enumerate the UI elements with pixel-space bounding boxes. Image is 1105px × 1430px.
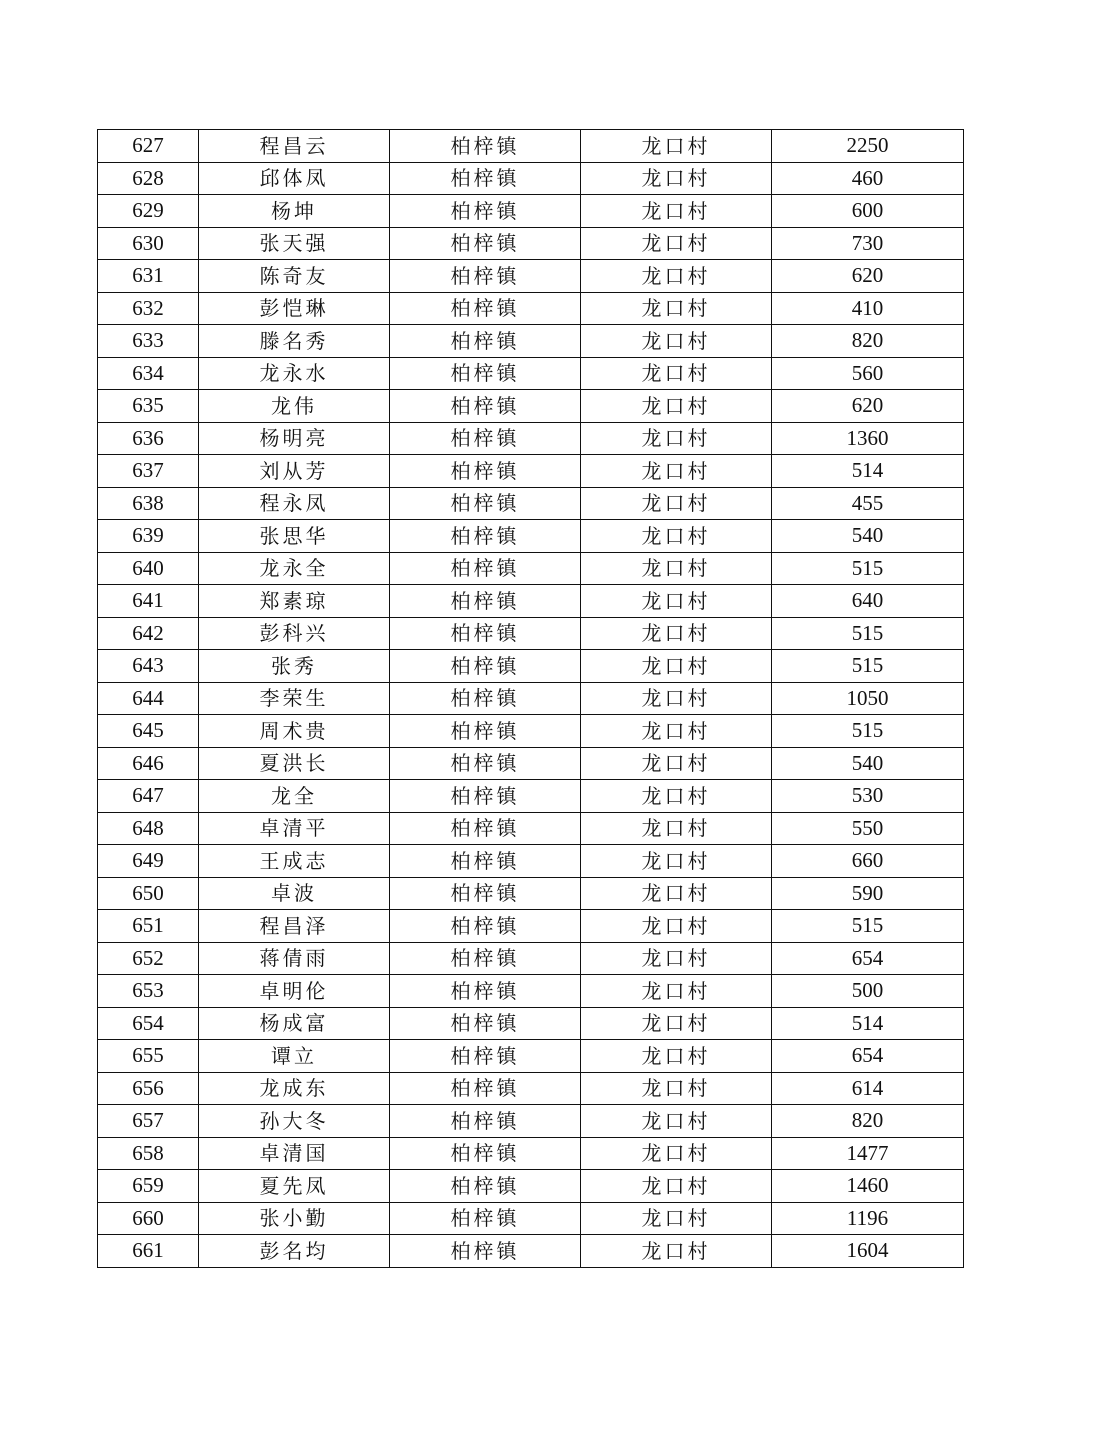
amount-cell: 515 [772, 617, 964, 650]
town-cell: 柏梓镇 [390, 552, 581, 585]
name-cell: 龙伟 [199, 390, 390, 423]
town-cell: 柏梓镇 [390, 1202, 581, 1235]
village-cell: 龙口村 [581, 1202, 772, 1235]
name-cell: 杨明亮 [199, 422, 390, 455]
table-row [98, 585, 964, 618]
name-cell: 卓清平 [199, 812, 390, 845]
town-cell: 柏梓镇 [390, 1007, 581, 1040]
name-cell: 张思华 [199, 520, 390, 553]
name-cell: 刘从芳 [199, 455, 390, 488]
town-cell: 柏梓镇 [390, 747, 581, 780]
village-cell: 龙口村 [581, 292, 772, 325]
town-cell: 柏梓镇 [390, 877, 581, 910]
name-cell: 张小勤 [199, 1202, 390, 1235]
table-row [98, 162, 964, 195]
serial-number-cell: 628 [98, 162, 199, 195]
town-cell: 柏梓镇 [390, 715, 581, 748]
table-row [98, 422, 964, 455]
village-cell: 龙口村 [581, 1105, 772, 1138]
town-cell: 柏梓镇 [390, 130, 581, 163]
table-row [98, 617, 964, 650]
amount-cell: 515 [772, 715, 964, 748]
amount-cell: 514 [772, 455, 964, 488]
table-row [98, 130, 964, 163]
name-cell: 夏先凤 [199, 1170, 390, 1203]
town-cell: 柏梓镇 [390, 910, 581, 943]
serial-number-cell: 660 [98, 1202, 199, 1235]
town-cell: 柏梓镇 [390, 260, 581, 293]
table-row [98, 195, 964, 228]
name-cell: 夏洪长 [199, 747, 390, 780]
table-row [98, 682, 964, 715]
village-cell: 龙口村 [581, 845, 772, 878]
village-cell: 龙口村 [581, 650, 772, 683]
name-cell: 程昌云 [199, 130, 390, 163]
serial-number-cell: 634 [98, 357, 199, 390]
town-cell: 柏梓镇 [390, 617, 581, 650]
amount-cell: 500 [772, 975, 964, 1008]
town-cell: 柏梓镇 [390, 942, 581, 975]
town-cell: 柏梓镇 [390, 1170, 581, 1203]
name-cell: 卓明伦 [199, 975, 390, 1008]
town-cell: 柏梓镇 [390, 325, 581, 358]
town-cell: 柏梓镇 [390, 1072, 581, 1105]
village-cell: 龙口村 [581, 422, 772, 455]
serial-number-cell: 641 [98, 585, 199, 618]
town-cell: 柏梓镇 [390, 682, 581, 715]
village-cell: 龙口村 [581, 617, 772, 650]
village-cell: 龙口村 [581, 1170, 772, 1203]
village-cell: 龙口村 [581, 552, 772, 585]
town-cell: 柏梓镇 [390, 292, 581, 325]
serial-number-cell: 659 [98, 1170, 199, 1203]
name-cell: 程永凤 [199, 487, 390, 520]
name-cell: 邱体凤 [199, 162, 390, 195]
serial-number-cell: 631 [98, 260, 199, 293]
table-row [98, 780, 964, 813]
amount-cell: 654 [772, 1040, 964, 1073]
serial-number-cell: 632 [98, 292, 199, 325]
name-cell: 张秀 [199, 650, 390, 683]
village-cell: 龙口村 [581, 227, 772, 260]
amount-cell: 1604 [772, 1235, 964, 1268]
town-cell: 柏梓镇 [390, 780, 581, 813]
village-cell: 龙口村 [581, 747, 772, 780]
town-cell: 柏梓镇 [390, 422, 581, 455]
serial-number-cell: 646 [98, 747, 199, 780]
table-row [98, 1202, 964, 1235]
table-row [98, 260, 964, 293]
roster-table [97, 129, 964, 1268]
name-cell: 蒋倩雨 [199, 942, 390, 975]
village-cell: 龙口村 [581, 325, 772, 358]
name-cell: 郑素琼 [199, 585, 390, 618]
name-cell: 卓波 [199, 877, 390, 910]
town-cell: 柏梓镇 [390, 975, 581, 1008]
village-cell: 龙口村 [581, 715, 772, 748]
amount-cell: 600 [772, 195, 964, 228]
table-row [98, 552, 964, 585]
name-cell: 张天强 [199, 227, 390, 260]
name-cell: 杨成富 [199, 1007, 390, 1040]
town-cell: 柏梓镇 [390, 650, 581, 683]
town-cell: 柏梓镇 [390, 520, 581, 553]
amount-cell: 640 [772, 585, 964, 618]
town-cell: 柏梓镇 [390, 585, 581, 618]
town-cell: 柏梓镇 [390, 845, 581, 878]
name-cell: 谭立 [199, 1040, 390, 1073]
amount-cell: 2250 [772, 130, 964, 163]
town-cell: 柏梓镇 [390, 162, 581, 195]
serial-number-cell: 653 [98, 975, 199, 1008]
amount-cell: 540 [772, 747, 964, 780]
town-cell: 柏梓镇 [390, 487, 581, 520]
serial-number-cell: 648 [98, 812, 199, 845]
table-row [98, 1235, 964, 1268]
serial-number-cell: 638 [98, 487, 199, 520]
name-cell: 周术贵 [199, 715, 390, 748]
serial-number-cell: 651 [98, 910, 199, 943]
amount-cell: 550 [772, 812, 964, 845]
town-cell: 柏梓镇 [390, 455, 581, 488]
name-cell: 龙永全 [199, 552, 390, 585]
name-cell: 程昌泽 [199, 910, 390, 943]
table-row [98, 747, 964, 780]
amount-cell: 820 [772, 325, 964, 358]
table-row [98, 1040, 964, 1073]
amount-cell: 654 [772, 942, 964, 975]
table-row [98, 325, 964, 358]
amount-cell: 590 [772, 877, 964, 910]
table-row [98, 1105, 964, 1138]
amount-cell: 460 [772, 162, 964, 195]
name-cell: 陈奇友 [199, 260, 390, 293]
amount-cell: 660 [772, 845, 964, 878]
table-row [98, 715, 964, 748]
village-cell: 龙口村 [581, 1137, 772, 1170]
table-row [98, 520, 964, 553]
village-cell: 龙口村 [581, 1040, 772, 1073]
name-cell: 卓清国 [199, 1137, 390, 1170]
village-cell: 龙口村 [581, 812, 772, 845]
village-cell: 龙口村 [581, 162, 772, 195]
town-cell: 柏梓镇 [390, 227, 581, 260]
village-cell: 龙口村 [581, 520, 772, 553]
amount-cell: 620 [772, 260, 964, 293]
town-cell: 柏梓镇 [390, 1235, 581, 1268]
roster-table-body [98, 130, 964, 1268]
name-cell: 彭恺琳 [199, 292, 390, 325]
amount-cell: 410 [772, 292, 964, 325]
name-cell: 龙永水 [199, 357, 390, 390]
village-cell: 龙口村 [581, 487, 772, 520]
village-cell: 龙口村 [581, 975, 772, 1008]
amount-cell: 514 [772, 1007, 964, 1040]
serial-number-cell: 649 [98, 845, 199, 878]
serial-number-cell: 633 [98, 325, 199, 358]
table-row [98, 877, 964, 910]
serial-number-cell: 630 [98, 227, 199, 260]
village-cell: 龙口村 [581, 780, 772, 813]
table-row [98, 487, 964, 520]
town-cell: 柏梓镇 [390, 357, 581, 390]
table-row [98, 942, 964, 975]
amount-cell: 1196 [772, 1202, 964, 1235]
amount-cell: 515 [772, 552, 964, 585]
amount-cell: 530 [772, 780, 964, 813]
serial-number-cell: 661 [98, 1235, 199, 1268]
table-row [98, 845, 964, 878]
village-cell: 龙口村 [581, 130, 772, 163]
name-cell: 王成志 [199, 845, 390, 878]
serial-number-cell: 635 [98, 390, 199, 423]
amount-cell: 614 [772, 1072, 964, 1105]
village-cell: 龙口村 [581, 1007, 772, 1040]
amount-cell: 560 [772, 357, 964, 390]
town-cell: 柏梓镇 [390, 390, 581, 423]
serial-number-cell: 644 [98, 682, 199, 715]
village-cell: 龙口村 [581, 195, 772, 228]
serial-number-cell: 645 [98, 715, 199, 748]
village-cell: 龙口村 [581, 942, 772, 975]
serial-number-cell: 647 [98, 780, 199, 813]
amount-cell: 1050 [772, 682, 964, 715]
serial-number-cell: 636 [98, 422, 199, 455]
table-row [98, 1170, 964, 1203]
table-row [98, 390, 964, 423]
town-cell: 柏梓镇 [390, 1040, 581, 1073]
table-row [98, 292, 964, 325]
name-cell: 龙全 [199, 780, 390, 813]
village-cell: 龙口村 [581, 1072, 772, 1105]
town-cell: 柏梓镇 [390, 812, 581, 845]
village-cell: 龙口村 [581, 390, 772, 423]
name-cell: 龙成东 [199, 1072, 390, 1105]
serial-number-cell: 642 [98, 617, 199, 650]
town-cell: 柏梓镇 [390, 195, 581, 228]
table-row [98, 650, 964, 683]
serial-number-cell: 655 [98, 1040, 199, 1073]
serial-number-cell: 652 [98, 942, 199, 975]
amount-cell: 455 [772, 487, 964, 520]
serial-number-cell: 658 [98, 1137, 199, 1170]
serial-number-cell: 627 [98, 130, 199, 163]
table-row [98, 1072, 964, 1105]
serial-number-cell: 657 [98, 1105, 199, 1138]
village-cell: 龙口村 [581, 455, 772, 488]
amount-cell: 1460 [772, 1170, 964, 1203]
name-cell: 杨坤 [199, 195, 390, 228]
serial-number-cell: 639 [98, 520, 199, 553]
village-cell: 龙口村 [581, 877, 772, 910]
village-cell: 龙口村 [581, 260, 772, 293]
name-cell: 滕名秀 [199, 325, 390, 358]
table-row [98, 1007, 964, 1040]
serial-number-cell: 643 [98, 650, 199, 683]
village-cell: 龙口村 [581, 585, 772, 618]
village-cell: 龙口村 [581, 1235, 772, 1268]
village-cell: 龙口村 [581, 910, 772, 943]
name-cell: 彭科兴 [199, 617, 390, 650]
table-row [98, 812, 964, 845]
serial-number-cell: 656 [98, 1072, 199, 1105]
name-cell: 彭名均 [199, 1235, 390, 1268]
amount-cell: 1477 [772, 1137, 964, 1170]
table-row [98, 975, 964, 1008]
serial-number-cell: 650 [98, 877, 199, 910]
town-cell: 柏梓镇 [390, 1137, 581, 1170]
table-row [98, 227, 964, 260]
amount-cell: 540 [772, 520, 964, 553]
amount-cell: 515 [772, 650, 964, 683]
village-cell: 龙口村 [581, 682, 772, 715]
table-row [98, 1137, 964, 1170]
town-cell: 柏梓镇 [390, 1105, 581, 1138]
name-cell: 李荣生 [199, 682, 390, 715]
table-row [98, 357, 964, 390]
village-cell: 龙口村 [581, 357, 772, 390]
serial-number-cell: 629 [98, 195, 199, 228]
amount-cell: 820 [772, 1105, 964, 1138]
amount-cell: 515 [772, 910, 964, 943]
amount-cell: 620 [772, 390, 964, 423]
name-cell: 孙大冬 [199, 1105, 390, 1138]
table-row [98, 455, 964, 488]
serial-number-cell: 640 [98, 552, 199, 585]
amount-cell: 730 [772, 227, 964, 260]
serial-number-cell: 637 [98, 455, 199, 488]
table-row [98, 910, 964, 943]
serial-number-cell: 654 [98, 1007, 199, 1040]
amount-cell: 1360 [772, 422, 964, 455]
